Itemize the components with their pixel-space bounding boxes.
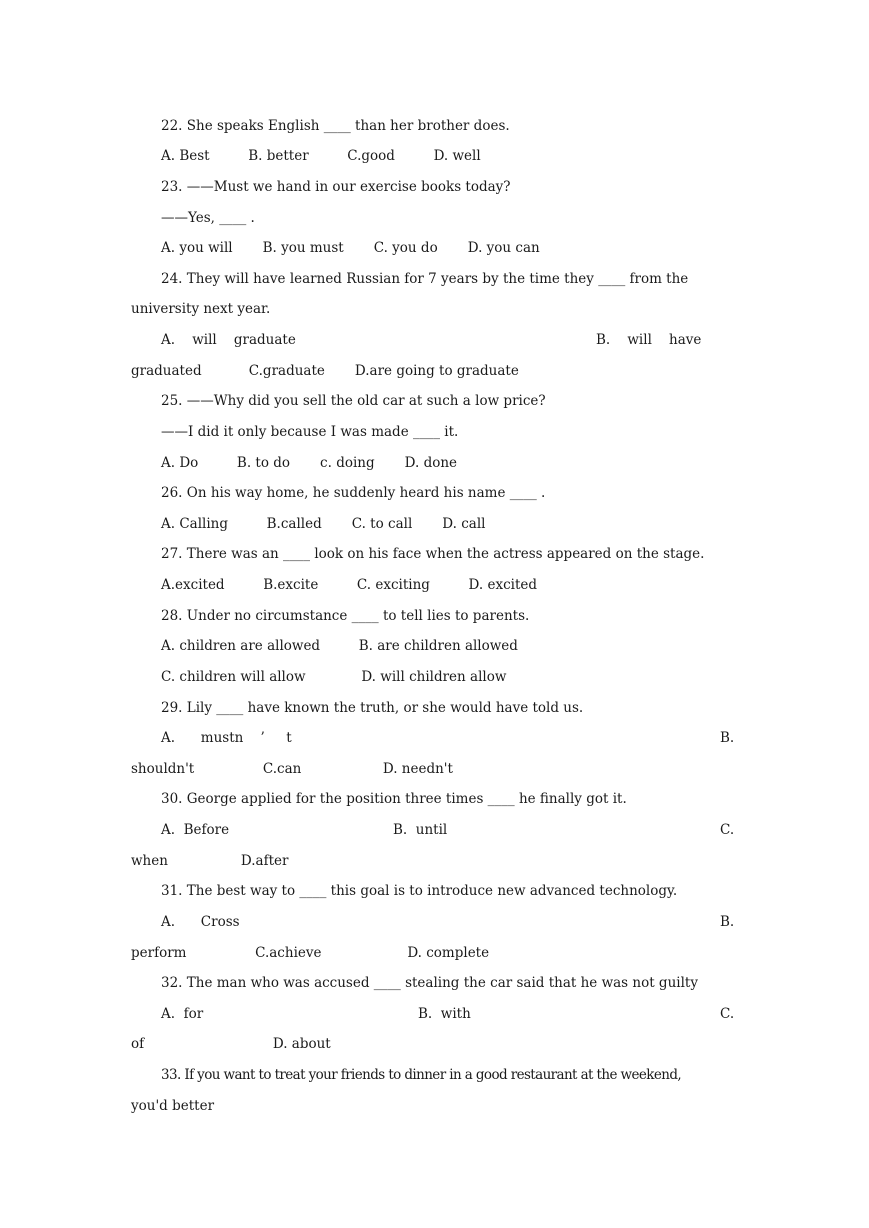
q25-stem: 25. ——Why did you sell the old car at such a low price? <box>161 393 546 409</box>
q30-option-a: A. Before <box>161 822 230 838</box>
q31-stem: 31. The best way to ____ this goal is to introduce new advanced technology. <box>161 883 678 899</box>
q23-reply: ——Yes, ____ . <box>161 210 255 226</box>
q26-options: A. Calling B.called C. to call D. call <box>161 516 486 532</box>
q29-option-b-label: B. <box>720 730 735 746</box>
q24-option-b: B. will have <box>596 332 702 348</box>
q32-option-a: A. for <box>161 1006 204 1022</box>
q27-options: A.excited B.excite C. exciting D. excited <box>161 577 538 593</box>
q22-stem: 22. She speaks English ____ than her brother does. <box>161 118 510 134</box>
q32-option-c-label: C. <box>720 1006 735 1022</box>
q30-option-b: B. until <box>393 822 448 838</box>
q23-options: A. you will B. you must C. you do D. you can <box>161 240 540 256</box>
q31-option-b-label: B. <box>720 914 735 930</box>
q22-options: A. Best B. better C.good D. well <box>161 148 481 164</box>
q32-stem: 32. The man who was accused ____ stealing the car said that he was not guilty <box>161 975 698 991</box>
q29-options-cont: shouldn't C.can D. needn't <box>131 761 453 777</box>
q24-stem-cont: university next year. <box>131 301 271 317</box>
q24-options-cont: graduated C.graduate D.are going to graduate <box>131 363 519 379</box>
q30-options-cont: when D.after <box>131 853 289 869</box>
q25-reply: ——I did it only because I was made ____ it. <box>161 424 459 440</box>
q28-options-cd: C. children will allow D. will children allow <box>161 669 507 685</box>
q28-stem: 28. Under no circumstance ____ to tell lies to parents. <box>161 608 530 624</box>
q32-option-b: B. with <box>418 1006 471 1022</box>
q27-stem: 27. There was an ____ look on his face when the actress appeared on the stage. <box>161 546 705 562</box>
q33-stem-cont: you'd better <box>131 1098 215 1114</box>
q32-options-cont: of D. about <box>131 1036 331 1052</box>
q29-stem: 29. Lily ____ have known the truth, or she would have told us. <box>161 700 584 716</box>
q24-option-a: A. will graduate <box>161 332 296 348</box>
q29-option-a: A. mustn ’ t <box>161 730 292 746</box>
q28-options-ab: A. children are allowed B. are children allowed <box>161 638 518 654</box>
q30-option-c-label: C. <box>720 822 735 838</box>
q24-stem: 24. They will have learned Russian for 7 years by the time they ____ from the <box>161 271 689 287</box>
q31-options-cont: perform C.achieve D. complete <box>131 945 490 961</box>
q31-option-a: A. Cross <box>161 914 240 930</box>
q26-stem: 26. On his way home, he suddenly heard his name ____ . <box>161 485 546 501</box>
q33-stem: 33. If you want to treat your friends to dinner in a good restaurant at the weekend, <box>161 1067 682 1083</box>
q25-options: A. Do B. to do c. doing D. done <box>161 455 458 471</box>
q23-stem: 23. ——Must we hand in our exercise books today? <box>161 179 511 195</box>
q30-stem: 30. George applied for the position three times ____ he finally got it. <box>161 791 627 807</box>
